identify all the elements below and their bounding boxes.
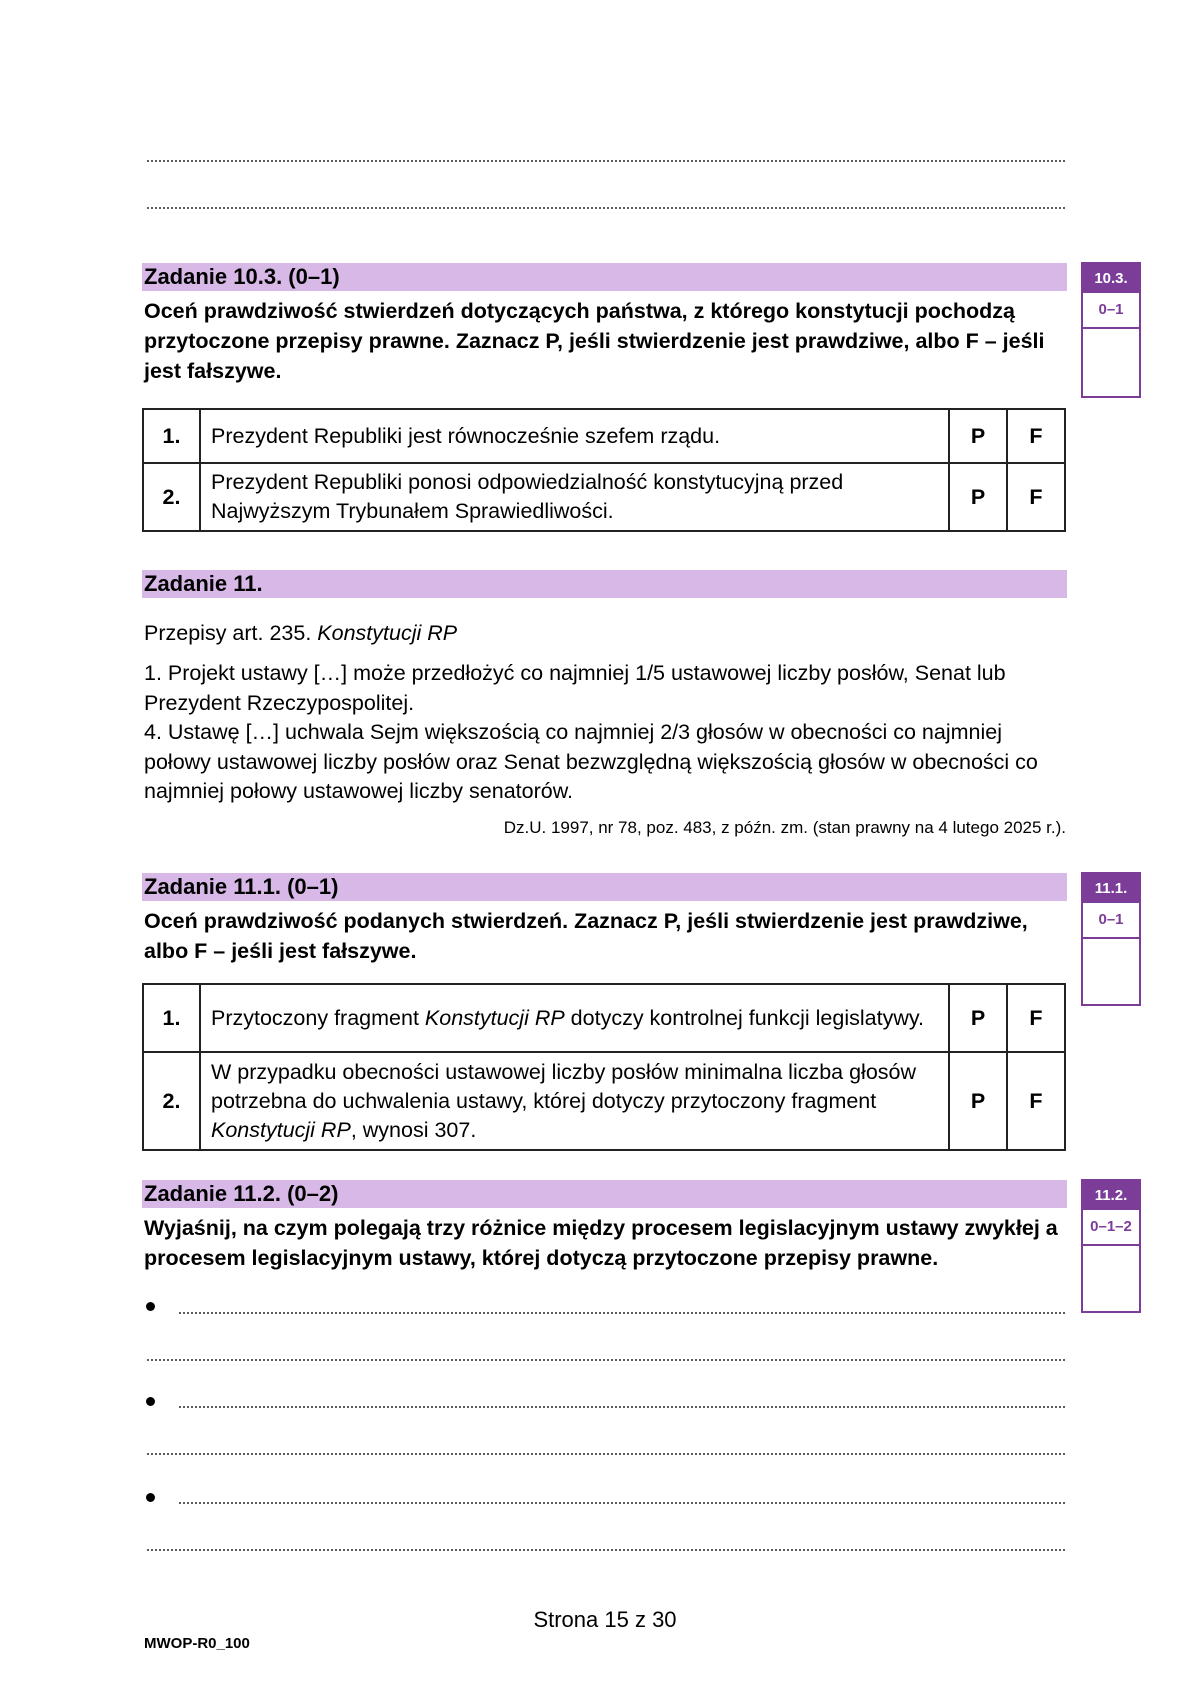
- table-row: [143, 463, 1065, 531]
- statement-part: Przytoczony fragment: [211, 1005, 425, 1030]
- score-box-points: 0–1: [1083, 293, 1139, 329]
- source-paragraph-1: 1. Projekt ustawy […] może przedłożyć co najmniej 1/5 ustawowej liczby posłów, Senat lub Prezydent Rzeczypospolitej.: [144, 661, 1006, 715]
- answer-line[interactable]: [178, 1406, 1066, 1408]
- row-number: 1.: [143, 984, 200, 1052]
- option-f[interactable]: F: [1007, 463, 1065, 531]
- score-entry-field[interactable]: [1083, 329, 1139, 392]
- source-title-prefix: Przepisy art. 235.: [144, 621, 318, 645]
- score-box-id: 11.2.: [1083, 1181, 1139, 1210]
- bullet-icon: [146, 1302, 155, 1311]
- exam-code: MWOP-R0_100: [144, 1635, 250, 1652]
- source-title: [144, 619, 1064, 649]
- statement-part: dotyczy kontrolnej funkcji legislatywy.: [564, 1005, 924, 1030]
- row-number: 2.: [143, 463, 200, 531]
- source-paragraph-2: 4. Ustawę […] uchwala Sejm większością co najmniej 2/3 głosów w obecności co najmniej połowy ustawowej liczby posłów oraz Senat bezwzględną większością głosów w obecności co najmniej połowy ustawowej liczby senatorów.: [144, 720, 1038, 803]
- statement-text: [200, 1052, 949, 1150]
- statement-italic: Konstytucji RP: [424, 1005, 565, 1030]
- task-10-3-title: Zadanie 10.3. (0–1): [144, 264, 340, 289]
- score-entry-field[interactable]: [1083, 1246, 1139, 1307]
- option-f[interactable]: F: [1007, 1052, 1065, 1150]
- answer-line[interactable]: [146, 207, 1066, 209]
- score-box-10-3: [1081, 262, 1141, 398]
- task-11-1-table: [142, 983, 1066, 1151]
- option-f[interactable]: F: [1007, 984, 1065, 1052]
- score-box-id: 10.3.: [1083, 264, 1139, 293]
- statement-text: [200, 984, 949, 1052]
- answer-line[interactable]: [146, 160, 1066, 162]
- task-11-title: Zadanie 11.: [144, 571, 263, 596]
- task-11-1-header-bar: [142, 873, 1067, 901]
- row-number: 2.: [143, 1052, 200, 1150]
- statement-text: Prezydent Republiki ponosi odpowiedzialność konstytucyjną przed Najwyższym Trybunałem Sprawiedliwości.: [200, 463, 949, 531]
- option-f[interactable]: F: [1007, 409, 1065, 463]
- option-p[interactable]: P: [949, 409, 1007, 463]
- option-p[interactable]: P: [949, 463, 1007, 531]
- statement-italic: Konstytucji RP: [211, 1117, 351, 1142]
- task-10-3-header-bar: [142, 263, 1067, 291]
- bullet-icon: [146, 1493, 155, 1502]
- score-entry-field[interactable]: [1083, 939, 1139, 1000]
- statement-part: W przypadku obecności ustawowej liczby posłów minimalna liczba głosów potrzebna do uchwalenia ustawy, której dotyczy przytoczony fragment: [211, 1059, 917, 1113]
- score-box-points: 0–1–2: [1083, 1210, 1139, 1246]
- task-11-1-title: Zadanie 11.1. (0–1): [144, 874, 339, 899]
- source-title-italic: Konstytucji RP: [317, 621, 458, 645]
- answer-line[interactable]: [178, 1312, 1066, 1314]
- score-box-points: 0–1: [1083, 903, 1139, 939]
- score-box-id: 11.1.: [1083, 874, 1139, 903]
- table-row: [143, 409, 1065, 463]
- task-11-2-title: Zadanie 11.2. (0–2): [144, 1181, 339, 1206]
- task-11-header-bar: [142, 570, 1067, 598]
- source-citation: Dz.U. 1997, nr 78, poz. 483, z późn. zm. (stan prawny na 4 lutego 2025 r.).: [503, 818, 1066, 837]
- answer-line[interactable]: [146, 1549, 1066, 1551]
- row-number: 1.: [143, 409, 200, 463]
- task-11-1-instruction: Oceń prawdziwość podanych stwierdzeń. Zaznacz P, jeśli stwierdzenie jest prawdziwe, albo F – jeśli jest fałszywe.: [144, 909, 1028, 963]
- statement-part: , wynosi 307.: [350, 1117, 477, 1142]
- statement-text: Prezydent Republiki jest równocześnie szefem rządu.: [200, 409, 949, 463]
- answer-line[interactable]: [146, 1359, 1066, 1361]
- page-number: Strona 15 z 30: [533, 1607, 677, 1632]
- option-p[interactable]: P: [949, 984, 1007, 1052]
- task-11-2-header-bar: [142, 1180, 1067, 1208]
- answer-line[interactable]: [146, 1453, 1066, 1455]
- task-10-3-instruction: Oceń prawdziwość stwierdzeń dotyczących państwa, z którego konstytucji pochodzą przytoczone przepisy prawne. Zaznacz P, jeśli stwierdzenie jest prawdziwe, albo F – jeśli jest fałszywe.: [144, 299, 1045, 383]
- table-row: [143, 984, 1065, 1052]
- score-box-11-1: [1081, 872, 1141, 1006]
- task-11-2-instruction: Wyjaśnij, na czym polegają trzy różnice między procesem legislacyjnym ustawy zwykłej a procesem legislacyjnym ustawy, której dotyczą przytoczone przepisy prawne.: [144, 1216, 1058, 1270]
- bullet-icon: [146, 1397, 155, 1406]
- table-row: [143, 1052, 1065, 1150]
- score-box-11-2: [1081, 1179, 1141, 1313]
- task-10-3-table: [142, 408, 1066, 532]
- answer-line[interactable]: [178, 1502, 1066, 1504]
- option-p[interactable]: P: [949, 1052, 1007, 1150]
